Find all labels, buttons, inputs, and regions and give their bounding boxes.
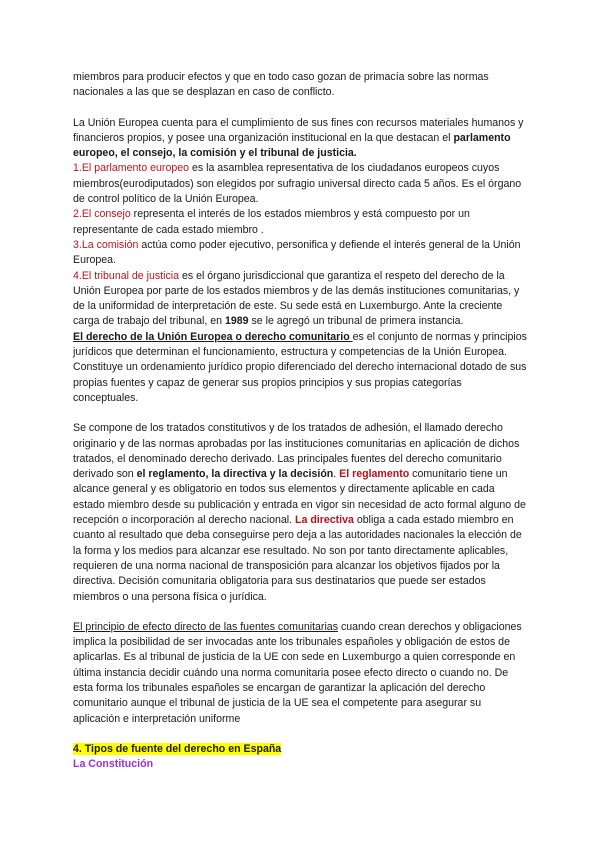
derecho-comunitario-heading: El derecho de la Unión Europea o derecho comunitario xyxy=(73,330,353,343)
paragraph-efecto-directo: El principio de efecto directo de las fuentes comunitarias cuando crean derechos y obligaciones implica la posibilidad de ser invocadas ante los tribunales españoles y obligación de estos de aplicarlas. Es al tribunal de justicia de la UE con sede en Luxemburgo a quien corresponde en última instancia decidir cuándo una norma comunitaria posee efecto directo o cuando no. De esta forma los tribunales españoles se encargan de garantizar la aplicación del derecho comunitario aunque el tribunal de justicia de la UE sea el competente para asegurar su aplicación e interpretación uniforme xyxy=(73,620,522,725)
institution-item-consejo: 2.El consejo representa el interés de los estados miembros y está compuesto por un representante de cada estado miembro . xyxy=(73,208,470,236)
reglamento-label: El reglamento xyxy=(339,468,410,481)
institution-item-comision: 3.La comisión actúa como poder ejecutivo, personifica y defiende el interés general de la Unión Europea. xyxy=(73,238,521,267)
paragraph-derecho-comunitario: El derecho de la Unión Europea o derecho comunitario es el conjunto de normas y principios jurídicos que determinan el funcionamiento, estructura y competencias de la Unión Europea. Constituye un ordenamiento jurídico propio diferenciado del derecho internacional dotado de sus propias fuentes y capaz de generar sus propios principios y sus propias categorías conceptuales. xyxy=(73,330,527,404)
paragraph-fuentes: Se compone de los tratados constitutivos y de los tratados de adhesión, el llamado derecho originario y de las normas aprobadas por las instituciones comunitarias en aplicación de dichos tratados, el denominado derecho derivado. Las principales fuentes del derecho comunitario derivado son el reglamento, la directiva y la decisión. El reglamento comunitario tiene un alcance general y es obligatorio en todos sus elementos y directamente aplicable en cada estado miembro desde su publicación y entrada en vigor sin necesidad de acto formal alguno de recepción o incorporación al derecho nacional. La directiva obliga a cada estado miembro en cuanto al resultado que deba conseguirse pero deja a las autoridades nacionales la elección de la forma y los medios para alcanzar ese resultado. No son por tanto directamente aplicables, requieren de una norma nacional de transposición para alcanzar los objetivos fijados por la directiva. Decisión comunitaria obligatoria para sus destinatarios que puede ser estados miembros o una persona física o jurídica. xyxy=(73,422,526,603)
institutions-bold: parlamento europeo, el consejo, la comisión y el tribunal de justicia. xyxy=(73,131,511,160)
institution-name: El tribunal de justicia xyxy=(81,269,180,282)
institution-name: El parlamento europeo xyxy=(81,162,190,175)
fuentes-bold: el reglamento, la directiva y la decisión xyxy=(136,468,334,481)
institution-name: La comisión xyxy=(81,238,139,251)
section-heading: 4. Tipos de fuente del derecho en España xyxy=(73,742,282,755)
institution-item-tribunal: 4.El tribunal de justicia es el órgano jurisdiccional que garantiza el respeto del derecho de la Unión Europea por parte de los estados miembros y de las demás instituciones comunitarias, y de la uniformidad de interpretación de este. Su sede está en Luxemburgo. Ante la creciente carga de trabajo del tribunal, en 1989 se le agregó un tribunal de primera instancia. xyxy=(73,269,520,328)
year-1989: 1989 xyxy=(224,315,249,328)
efecto-directo-underlined: El principio de efecto directo de las fuentes comunitarias xyxy=(73,620,338,633)
paragraph-organizacion: La Unión Europea cuenta para el cumplimiento de sus fines con recursos materiales humanos y financieros propios, y posee una organización institucional en la que destacan el parlamento europeo, el consejo, la comisión y el tribunal de justicia. xyxy=(73,116,524,160)
institution-name: El consejo xyxy=(81,208,131,221)
subheading-constitucion: La Constitución xyxy=(73,758,154,771)
document-page xyxy=(73,70,527,772)
paragraph-primacia: miembros para producir efectos y que en todo caso gozan de primacía sobre las normas nacionales a las que se desplazan en caso de conflicto. xyxy=(73,71,489,99)
directiva-label: La directiva xyxy=(295,514,354,527)
institution-item-parlamento: 1.El parlamento europeo es la asamblea representativa de los ciudadanos europeos cuyos miembros(eurodiputados) son elegidos por sufragio universal directo cada 5 años. Es el órgano de control político de la Unión Europea. xyxy=(73,162,522,206)
